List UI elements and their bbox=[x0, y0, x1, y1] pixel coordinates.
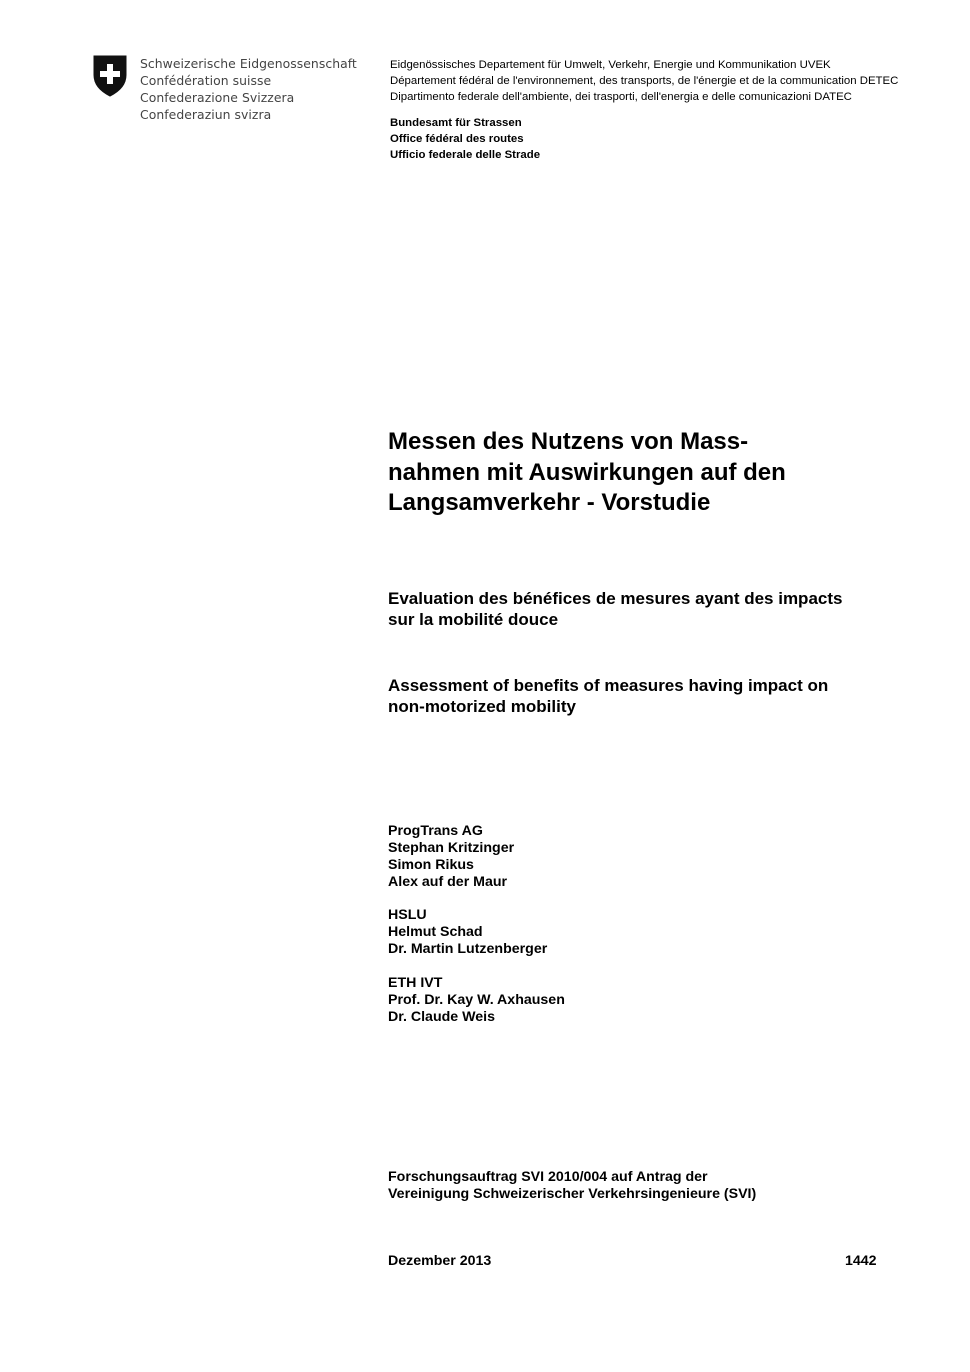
main-title-german bbox=[388, 427, 908, 519]
author-group-eth-ivt bbox=[388, 975, 565, 1026]
subtitle-line: sur la mobilité douce bbox=[388, 609, 559, 629]
author-name: Stephan Kritzinger bbox=[388, 840, 515, 856]
research-mandate bbox=[388, 1169, 756, 1203]
author-name: Dr. Martin Lutzenberger bbox=[388, 941, 548, 957]
report-number: 1442 bbox=[845, 1253, 877, 1269]
mandate-line: Vereinigung Schweizerischer Verkehrsingenieure (SVI) bbox=[388, 1186, 757, 1202]
office-line-it: Ufficio federale delle Strade bbox=[390, 149, 541, 162]
subtitle-line: Assessment of benefits of measures having impact on bbox=[388, 676, 829, 695]
confederation-name-it: Confederazione Svizzera bbox=[140, 90, 295, 105]
author-name: Helmut Schad bbox=[388, 924, 483, 940]
publication-date: Dezember 2013 bbox=[388, 1253, 492, 1269]
author-org: HSLU bbox=[388, 907, 427, 923]
office-line-fr: Office fédéral des routes bbox=[390, 133, 524, 146]
office-header bbox=[390, 115, 540, 164]
subtitle-line: Evaluation des bénéfices de mesures ayant des impacts bbox=[388, 589, 843, 608]
author-name: Dr. Claude Weis bbox=[388, 1009, 495, 1025]
confederation-name-de: Schweizerische Eidgenossenschaft bbox=[140, 56, 357, 71]
swiss-coat-of-arms-logo bbox=[92, 55, 128, 97]
author-name: Simon Rikus bbox=[388, 857, 474, 873]
office-line-de: Bundesamt für Strassen bbox=[390, 117, 522, 129]
mandate-line: Forschungsauftrag SVI 2010/004 auf Antrag der bbox=[388, 1169, 708, 1185]
author-group-hslu bbox=[388, 907, 547, 958]
title-line: Langsamverkehr - Vorstudie bbox=[388, 489, 711, 516]
author-name: Prof. Dr. Kay W. Axhausen bbox=[388, 992, 565, 1008]
department-header bbox=[390, 57, 898, 106]
subtitle-line: non-motorized mobility bbox=[388, 696, 576, 716]
author-group-progtrans bbox=[388, 823, 514, 891]
author-org: ETH IVT bbox=[388, 975, 443, 991]
author-org: ProgTrans AG bbox=[388, 823, 483, 839]
confederation-name-fr: Confédération suisse bbox=[140, 73, 272, 88]
confederation-names bbox=[140, 55, 357, 123]
department-line-fr: Département fédéral de l'environnement, des transports, de l'énergie et de la communication DETEC bbox=[390, 75, 899, 88]
confederation-name-rm: Confederaziun svizra bbox=[140, 107, 272, 122]
department-line-it: Dipartimento federale dell'ambiente, dei trasporti, dell'energia e delle comunicazioni DATEC bbox=[390, 91, 852, 104]
title-line: nahmen mit Auswirkungen auf den bbox=[388, 458, 786, 486]
author-name: Alex auf der Maur bbox=[388, 874, 508, 890]
subtitle-french bbox=[388, 589, 842, 630]
department-line-de: Eidgenössisches Departement für Umwelt, Verkehr, Energie und Kommunikation UVEK bbox=[390, 59, 831, 71]
title-line: Messen des Nutzens von Mass- bbox=[388, 428, 749, 455]
subtitle-english bbox=[388, 676, 828, 717]
